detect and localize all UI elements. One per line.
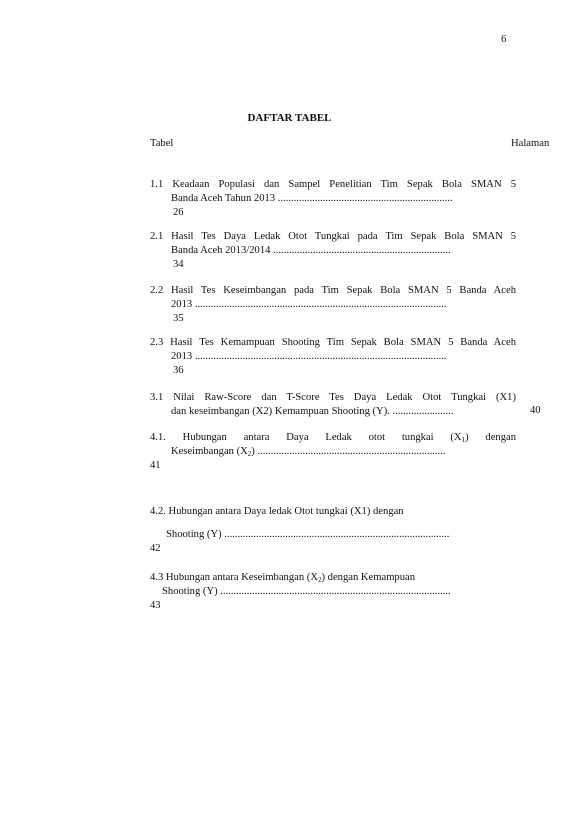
entry-title-continued: Keseimbangan $(X_2)$ ....................................................................... [171, 446, 446, 458]
entry-title-continued: Banda Aceh Tahun 2013 .................................................................. [171, 193, 453, 204]
document-title: DAFTAR TABEL [247, 112, 332, 124]
entry-page: 35 [173, 313, 184, 324]
entry-title: 2.2 Hasil Tes Keseimbangan pada Tim Sepak Bola SMAN 5 Banda Aceh [150, 285, 516, 296]
list-item [150, 391, 516, 419]
list-item [150, 284, 516, 326]
list-item [150, 505, 516, 556]
column-header-table: Tabel [150, 138, 174, 149]
entry-title: 4.1. Hubungan antara Daya Ledak otot tungkai $(X_1)$ dengan [150, 432, 516, 444]
entry-title-continued: Banda Aceh 2013/2014 ................................................................... [171, 245, 451, 256]
entry-title: 4.2. Hubungan antara Daya ledak Otot tungkai (X1) dengan [150, 506, 404, 517]
entry-title-continued: Shooting (Y) ..................................................................................... [166, 529, 450, 540]
list-item [150, 178, 516, 220]
column-header-page: Halaman [511, 138, 550, 149]
entry-page: 42 [150, 543, 161, 554]
entry-title-continued: dan keseimbangan (X2) Kemampuan Shooting (Y). ....................... [171, 406, 454, 417]
entry-page: 36 [173, 365, 184, 376]
entry-title-continued: 2013 ............................................................................................... [171, 299, 447, 310]
entry-page: 41 [150, 460, 161, 471]
list-item [150, 571, 516, 613]
entry-title: 4.3 Hubungan antara Keseimbangan $(X_2)$ dengan Kemampuan [150, 572, 416, 584]
page-number: 6 [501, 34, 507, 45]
entry-title-continued: 2013 ............................................................................................... [171, 351, 447, 362]
list-item [150, 336, 516, 378]
entry-title: 2.3 Hasil Tes Kemampuan Shooting Tim Sepak Bola SMAN 5 Banda Aceh [150, 337, 516, 348]
entry-title: 3.1 Nilai Raw-Score dan T-Score Tes Daya Ledak Otot Tungkai (X1) [150, 392, 516, 403]
list-item [150, 230, 516, 272]
entry-title: 1.1 Keadaan Populasi dan Sampel Penelitian Tim Sepak Bola SMAN 5 [150, 179, 516, 190]
entry-page: 40 [530, 405, 541, 416]
list-item [150, 431, 516, 473]
entry-page: 43 [150, 600, 161, 611]
entry-title: 2.1 Hasil Tes Daya Ledak Otot Tungkai pada Tim Sepak Bola SMAN 5 [150, 231, 516, 242]
entry-title-continued: Shooting (Y) ....................................................................................... [162, 586, 451, 597]
entry-page: 26 [173, 207, 184, 218]
entry-page: 34 [173, 259, 184, 270]
